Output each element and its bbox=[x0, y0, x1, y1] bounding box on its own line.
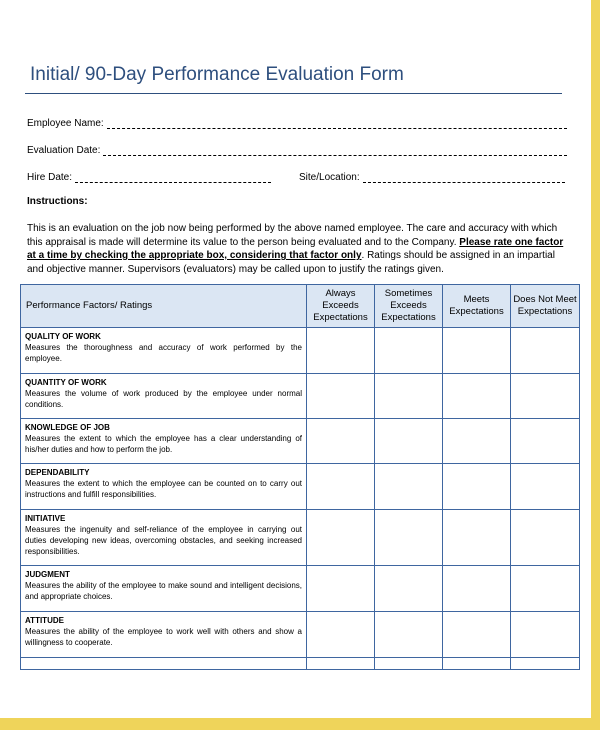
table-header-row bbox=[21, 285, 580, 328]
rating-cell-sometimes-exceeds[interactable] bbox=[375, 419, 443, 464]
table-row bbox=[21, 612, 580, 658]
factor-description: Measures the volume of work produced by the employee under normal conditions. bbox=[25, 389, 302, 409]
rating-cell-does-not-meet[interactable] bbox=[511, 510, 580, 566]
rating-cell-meets[interactable] bbox=[443, 328, 511, 374]
column-header-does-not-meet: Does Not Meet Expectations bbox=[511, 285, 580, 328]
hire-date-label: Hire Date: bbox=[27, 172, 73, 183]
rating-cell-does-not-meet[interactable] bbox=[511, 566, 580, 612]
column-header-sometimes-exceeds: Sometimes Exceeds Expectations bbox=[375, 285, 443, 328]
rating-cell-sometimes-exceeds[interactable] bbox=[375, 612, 443, 658]
factor-name: ATTITUDE bbox=[25, 616, 64, 625]
factor-name: KNOWLEDGE OF JOB bbox=[25, 423, 110, 432]
column-header-meets: Meets Expectations bbox=[443, 285, 511, 328]
table-row bbox=[21, 464, 580, 510]
site-location-row bbox=[299, 172, 565, 183]
rating-cell-does-not-meet[interactable] bbox=[511, 419, 580, 464]
rating-cell-meets[interactable] bbox=[443, 510, 511, 566]
factor-cell bbox=[21, 612, 307, 658]
table-row bbox=[21, 566, 580, 612]
title-rule bbox=[25, 93, 562, 94]
page-title: Initial/ 90-Day Performance Evaluation Form bbox=[30, 64, 404, 85]
employee-name-label: Employee Name: bbox=[27, 118, 104, 129]
factor-cell bbox=[21, 464, 307, 510]
factor-cell bbox=[21, 510, 307, 566]
column-header-always-exceeds: Always Exceeds Expectations bbox=[307, 285, 375, 328]
rating-cell-always-exceeds[interactable] bbox=[307, 328, 375, 374]
employee-name-row bbox=[27, 118, 567, 129]
factor-description: Measures the extent to which the employee has a clear understanding of his/her duties and how to perform the job. bbox=[25, 434, 302, 454]
rating-cell-sometimes-exceeds[interactable] bbox=[375, 464, 443, 510]
rating-cell-sometimes-exceeds[interactable] bbox=[375, 374, 443, 419]
table-row bbox=[21, 510, 580, 566]
rating-cell-meets[interactable] bbox=[443, 566, 511, 612]
instructions-text-2: . Ratings should be assigned in an impartial and objective manner. Supervisors (evaluators) may be called upon to justify the ratings given. bbox=[27, 250, 555, 275]
rating-cell-always-exceeds[interactable] bbox=[307, 658, 375, 670]
factor-description: Measures the extent to which the employee can be counted on to carry out instructions and fulfill responsibilities. bbox=[25, 479, 302, 499]
factor-name: INITIATIVE bbox=[25, 514, 66, 523]
rating-cell-sometimes-exceeds[interactable] bbox=[375, 510, 443, 566]
hire-date-row bbox=[27, 172, 271, 183]
factor-name: QUALITY OF WORK bbox=[25, 332, 101, 341]
rating-cell-does-not-meet[interactable] bbox=[511, 464, 580, 510]
table-row bbox=[21, 374, 580, 419]
factor-cell bbox=[21, 419, 307, 464]
site-location-field[interactable] bbox=[363, 174, 565, 183]
page-frame-bottom bbox=[0, 718, 600, 730]
rating-cell-meets[interactable] bbox=[443, 419, 511, 464]
page-frame-right bbox=[591, 0, 600, 730]
rating-cell-does-not-meet[interactable] bbox=[511, 374, 580, 419]
factor-name: QUANTITY OF WORK bbox=[25, 378, 107, 387]
rating-cell-sometimes-exceeds[interactable] bbox=[375, 566, 443, 612]
factor-description: Measures the ability of the employee to work well with others and show a willingness to cooperate. bbox=[25, 627, 302, 647]
hire-date-field[interactable] bbox=[75, 174, 271, 183]
rating-cell-does-not-meet[interactable] bbox=[511, 328, 580, 374]
factor-cell bbox=[21, 328, 307, 374]
rating-cell-always-exceeds[interactable] bbox=[307, 464, 375, 510]
table-row bbox=[21, 419, 580, 464]
column-header-factors: Performance Factors/ Ratings bbox=[21, 285, 307, 328]
table-row bbox=[21, 328, 580, 374]
rating-cell-always-exceeds[interactable] bbox=[307, 374, 375, 419]
instructions-heading: Instructions: bbox=[27, 196, 88, 207]
rating-cell-does-not-meet[interactable] bbox=[511, 658, 580, 670]
rating-cell-sometimes-exceeds[interactable] bbox=[375, 328, 443, 374]
rating-cell-meets[interactable] bbox=[443, 464, 511, 510]
factor-description: Measures the ingenuity and self-reliance of the employee in carrying out duties developing new ideas, overcoming obstacles, and seeking increased responsibilities. bbox=[25, 525, 302, 556]
evaluation-table bbox=[20, 284, 580, 670]
factor-cell bbox=[21, 374, 307, 419]
rating-cell-meets[interactable] bbox=[443, 612, 511, 658]
site-location-label: Site/Location: bbox=[299, 172, 360, 183]
rating-cell-does-not-meet[interactable] bbox=[511, 612, 580, 658]
factor-cell bbox=[21, 566, 307, 612]
table-row bbox=[21, 658, 580, 670]
rating-cell-meets[interactable] bbox=[443, 374, 511, 419]
evaluation-date-label: Evaluation Date: bbox=[27, 145, 101, 156]
instructions-emphasis: Please rate one factor at a time by checking the appropriate box, considering that factor only bbox=[27, 236, 564, 261]
evaluation-date-row bbox=[27, 145, 567, 156]
factor-description: Measures the ability of the employee to make sound and intelligent decisions, and appropriate choices. bbox=[25, 581, 302, 601]
instructions-text-1: This is an evaluation on the job now being performed by the above named employee. The care and accuracy with which this appraisal is made will determine its value to the person being evaluated and to the Company. bbox=[27, 223, 558, 248]
employee-name-field[interactable] bbox=[107, 120, 567, 129]
rating-cell-always-exceeds[interactable] bbox=[307, 510, 375, 566]
rating-cell-meets[interactable] bbox=[443, 658, 511, 670]
factor-description: Measures the thoroughness and accuracy of work performed by the employee. bbox=[25, 343, 302, 363]
rating-cell-sometimes-exceeds[interactable] bbox=[375, 658, 443, 670]
rating-cell-always-exceeds[interactable] bbox=[307, 612, 375, 658]
evaluation-date-field[interactable] bbox=[103, 147, 567, 156]
rating-cell-always-exceeds[interactable] bbox=[307, 419, 375, 464]
factor-cell bbox=[21, 658, 307, 670]
factor-name: DEPENDABILITY bbox=[25, 468, 90, 477]
instructions-body bbox=[27, 222, 569, 276]
factor-name: JUDGMENT bbox=[25, 570, 70, 579]
rating-cell-always-exceeds[interactable] bbox=[307, 566, 375, 612]
